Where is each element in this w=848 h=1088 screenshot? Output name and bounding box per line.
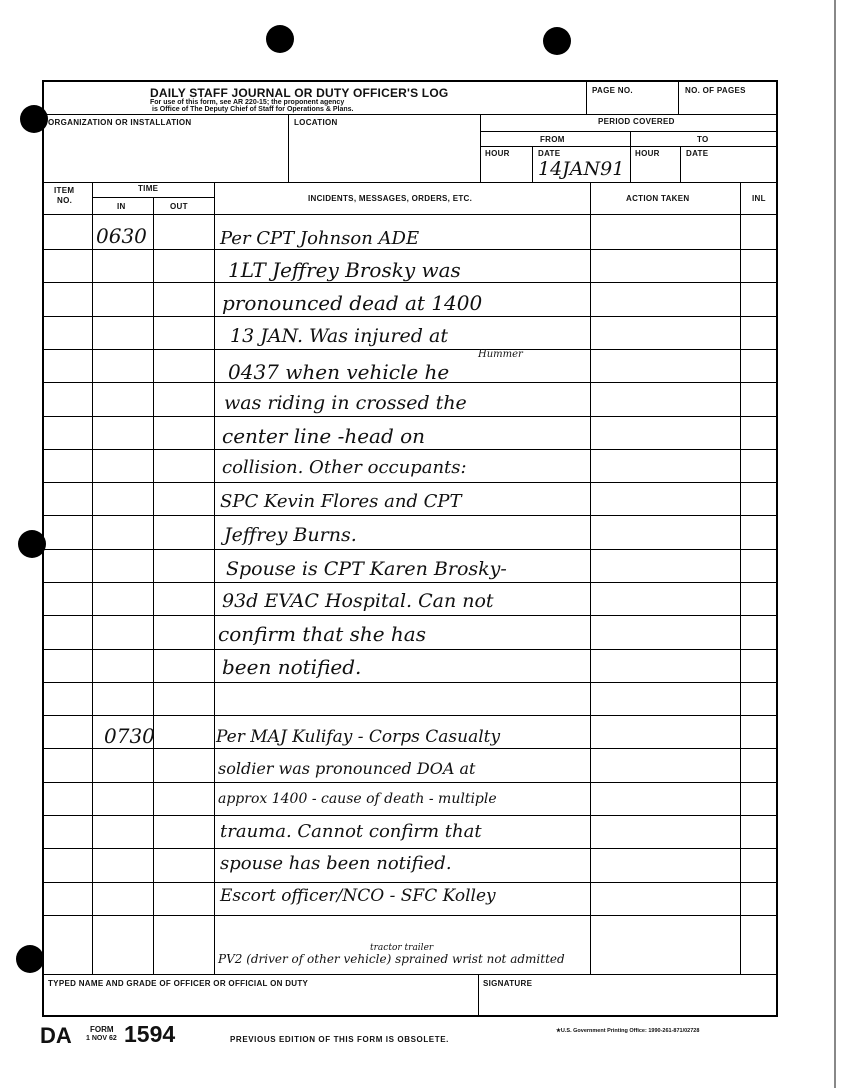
row-rule <box>42 615 778 616</box>
entry-insert: tractor trailer <box>370 943 434 953</box>
initials-label: INL <box>752 194 766 203</box>
entry-time: 0630 <box>96 224 147 248</box>
entry-line: Spouse is CPT Karen Brosky- <box>226 558 507 580</box>
entry-line: trauma. Cannot confirm that <box>220 821 482 842</box>
row-rule <box>42 482 778 483</box>
row-rule <box>42 214 778 215</box>
row-rule <box>42 249 778 250</box>
entry-line: pronounced dead at 1400 <box>222 291 483 315</box>
form-subtitle: For use of this form, see AR 220-15; the proponent agency <box>150 99 345 106</box>
organization-label: ORGANIZATION OR INSTALLATION <box>48 118 192 127</box>
entry-line: center line -head on <box>222 424 426 448</box>
form-subtitle: is Office of The Deputy Chief of Staff for Operations & Plans. <box>152 106 354 113</box>
time-in-label: IN <box>117 202 126 211</box>
item-no-label: ITEM <box>54 186 75 195</box>
typed-name-label: TYPED NAME AND GRADE OF OFFICER OR OFFICIAL ON DUTY <box>48 979 309 988</box>
no-of-pages-label: NO. OF PAGES <box>685 86 746 95</box>
punch-hole <box>16 945 44 973</box>
from-hour-label: HOUR <box>485 149 510 158</box>
signature-label: SIGNATURE <box>483 979 533 988</box>
form-title: DAILY STAFF JOURNAL OR DUTY OFFICER'S LOG <box>150 86 449 100</box>
row-rule <box>42 549 778 550</box>
row-rule <box>42 349 778 350</box>
entry-line: been notified. <box>222 655 362 679</box>
from-date-value: 14JAN91 <box>538 158 625 180</box>
row-rule <box>42 316 778 317</box>
incidents-label: INCIDENTS, MESSAGES, ORDERS, ETC. <box>308 194 473 203</box>
entry-line: was riding in crossed the <box>224 392 467 414</box>
row-rule <box>42 649 778 650</box>
footer-form-date: 1 NOV 62 <box>86 1035 117 1042</box>
row-rule <box>42 848 778 849</box>
footer-previous-edition: PREVIOUS EDITION OF THIS FORM IS OBSOLETE. <box>230 1035 449 1044</box>
time-label: TIME <box>138 184 159 193</box>
entry-line: spouse has been notified. <box>220 853 452 874</box>
footer-printing-office: ★U.S. Government Printing Office: 1990-261-871/02728 <box>556 1028 700 1034</box>
footer-form-word: FORM <box>90 1025 114 1034</box>
from-label: FROM <box>540 135 565 144</box>
row-rule <box>42 282 778 283</box>
row-rule <box>42 882 778 883</box>
location-label: LOCATION <box>294 118 338 127</box>
punch-hole <box>543 27 571 55</box>
entry-line: Per MAJ Kulifay - Corps Casualty <box>216 727 501 747</box>
page-edge <box>834 0 836 1088</box>
entry-line: 13 JAN. Was injured at <box>230 325 448 347</box>
entry-time: 0730 <box>104 724 155 748</box>
row-rule <box>42 682 778 683</box>
row-rule <box>42 515 778 516</box>
to-hour-label: HOUR <box>635 149 660 158</box>
entry-line: SPC Kevin Flores and CPT <box>220 491 462 512</box>
footer-form-number: 1594 <box>124 1021 176 1047</box>
entry-insert: Hummer <box>478 349 523 360</box>
row-rule <box>42 782 778 783</box>
row-rule <box>42 815 778 816</box>
entry-line: 1LT Jeffrey Brosky was <box>228 258 461 282</box>
entry-line: PV2 (driver of other vehicle) sprained wrist not admitted <box>218 952 565 966</box>
entry-line: 0437 when vehicle he <box>228 360 450 384</box>
to-label: TO <box>697 135 709 144</box>
action-taken-label: ACTION TAKEN <box>626 194 690 203</box>
item-no-label: NO. <box>57 196 73 205</box>
period-covered-label: PERIOD COVERED <box>598 117 675 126</box>
from-date-label: DATE <box>538 149 561 158</box>
row-rule <box>42 582 778 583</box>
entry-line: Per CPT Johnson ADE <box>220 228 420 249</box>
entry-line: soldier was pronounced DOA at <box>218 759 476 778</box>
to-date-label: DATE <box>686 149 709 158</box>
footer-da: DA <box>40 1023 72 1048</box>
time-out-label: OUT <box>170 202 188 211</box>
entry-line: Jeffrey Burns. <box>224 524 357 546</box>
punch-hole <box>266 25 294 53</box>
row-rule <box>42 715 778 716</box>
row-rule <box>42 748 778 749</box>
entry-line: confirm that she has <box>218 622 426 646</box>
page-no-label: PAGE NO. <box>592 86 633 95</box>
row-rule <box>42 416 778 417</box>
entry-line: 93d EVAC Hospital. Can not <box>222 590 494 612</box>
row-rule <box>42 449 778 450</box>
entry-line: collision. Other occupants: <box>222 457 467 478</box>
entry-line: approx 1400 - cause of death - multiple <box>218 791 497 807</box>
entry-line: Escort officer/NCO - SFC Kolley <box>220 886 496 906</box>
row-rule <box>42 915 778 916</box>
